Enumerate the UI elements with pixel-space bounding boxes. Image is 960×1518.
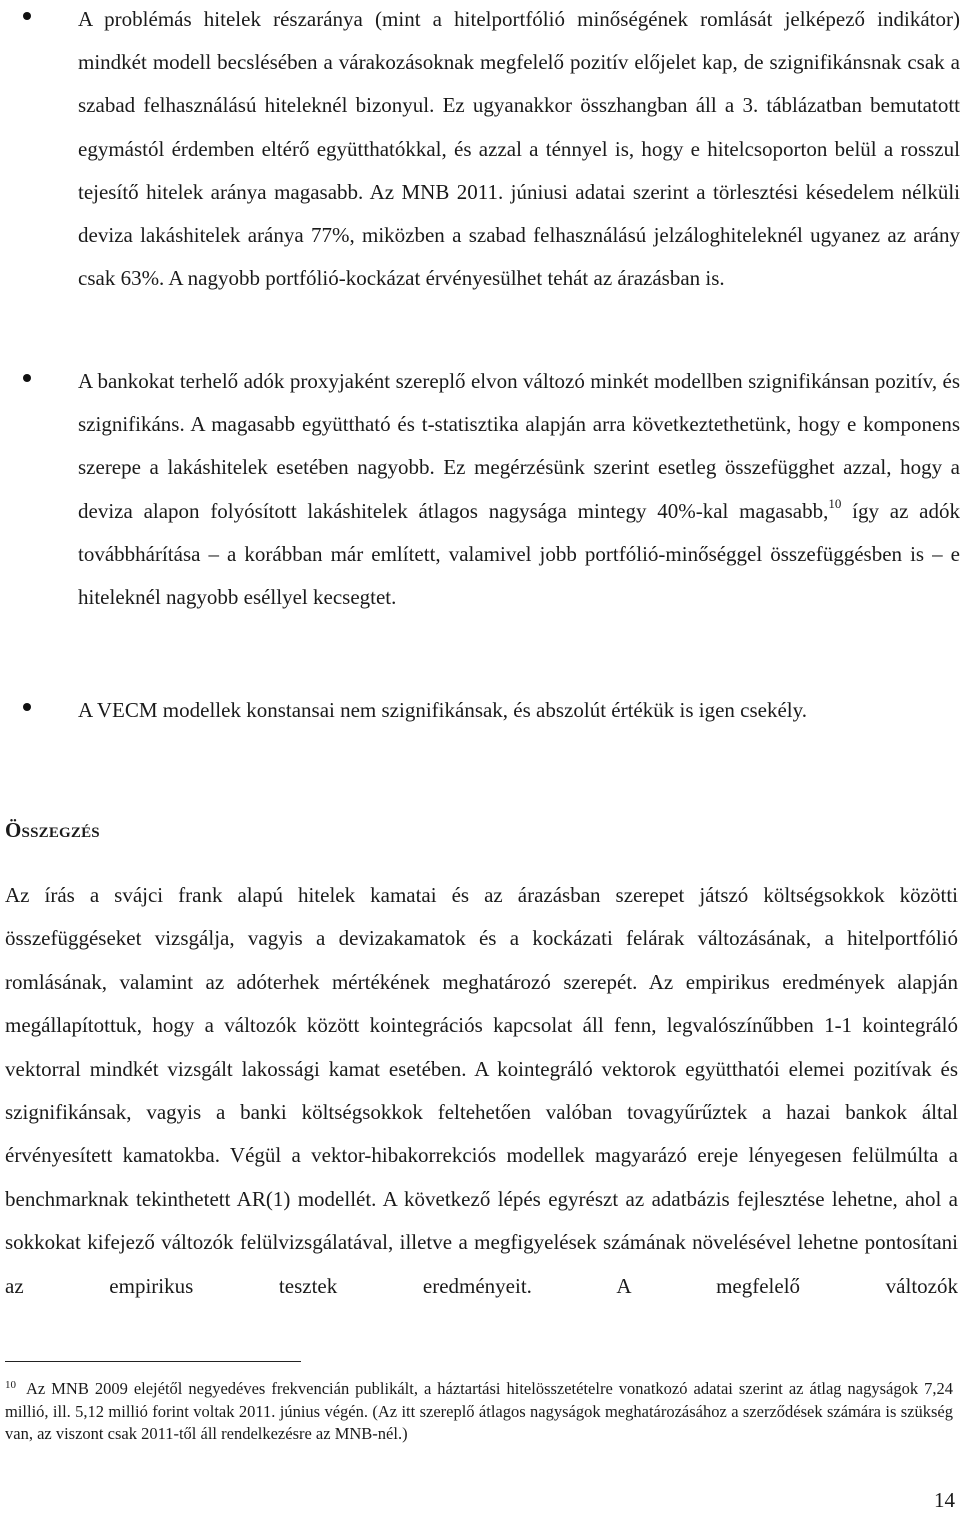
page-number: 14: [934, 1488, 955, 1512]
bullet-text-before-ref: A bankokat terhelő adók proxyjaként szereplő elvon változó minkét modellben szignifikánsan pozitív, és szignifikáns. A magasabb együttható és t-statisztika alapján arra következtethetünk, hogy e komponens szerepe a lakáshitelek esetében nagyobb. Ez megérzésünk szerint esetleg összefügghet azzal, hogy a deviza alapon folyósított lakáshitelek átlagos nagysága mintegy 40%-kal magasabb,: [78, 369, 960, 523]
bullet-text: A problémás hitelek részaránya (mint a hitelportfólió minőségének romlását jelképező indikátor) mindkét modell becslésében a várakozásoknak megfelelő pozitív előjelet kap, de szignifikánsnak csak a szabad felhasználású hiteleknél bizonyul. Ez ugyanakkor összhangban áll a 3. táblázatban bemutatott egymástól érdemben eltérő együtthatókkal, és azzal a ténnyel is, hogy e hitelcsoporton belül a rosszul tejesítő hitelek aránya magasabb. Az MNB 2011. júniusi adatai szerint a törlesztési késedelem nélküli deviza lakáshitelek aránya 77%, miközben a szabad felhasználású jelzáloghiteleknél ugyanez az arány csak 63%. A nagyobb portfólió-kockázat érvényesülhet tehát az árazásban is.: [78, 7, 960, 291]
bullet-dot-icon: [23, 374, 31, 382]
footnote-divider: [5, 1361, 301, 1362]
bullet-dot-icon: [23, 703, 31, 711]
bullet-dot-icon: [23, 12, 31, 20]
bullet-item-vecm-constants: [0, 689, 960, 732]
footnote: [5, 1374, 953, 1446]
bullet-text-after-ref: így az adók továbbhárítása – a korábban már említett, valamivel jobb portfólió-minőséggel összefüggésben is – e hiteleknél nagyobb eséllyel kecsegtet.: [78, 498, 960, 610]
footnote-reference[interactable]: 10: [828, 495, 842, 511]
bullet-item-problem-loans: [0, 0, 960, 300]
footnote-marker: 10: [5, 1379, 16, 1391]
bullet-item-bank-taxes: [0, 360, 960, 619]
footnote-text: Az MNB 2009 elejétől negyedéves frekvencián publikált, a háztartási hitelösszetételre vonatkozó adatai szerint az átlag nagyságok 7,24 millió, ill. 5,12 millió forint voltak 2011. június végén. (Az itt szereplő átlagos nagyságok meghatározásához a szerződések számára is szükség van, az viszont csak 2011-től áll rendelkezésre az MNB-nél.): [5, 1379, 953, 1444]
bullet-text: A VECM modellek konstansai nem szignifikánsak, és abszolút értékük is igen csekély.: [78, 698, 808, 722]
summary-paragraph: Az írás a svájci frank alapú hitelek kamatai és az árazásban szerepet játszó költségsokkok közötti összefüggéseket vizsgálja, vagyis a devizakamatok és a kockázati felárak változásának, a hitelportfólió romlásának, valamint az adóterhek mértékének meghatározó szerepét. Az empirikus eredmények alapján megállapítottuk, hogy a változók között kointegrációs kapcsolat áll fenn, legvalószínűbben 1-1 kointegráló vektorral mindkét vizsgált lakossági kamat esetében. A kointegráló vektorok együtthatói elemei pozitívak és szignifikánsak, vagyis a banki költségsokkok feltehetően valóban tovagyűrűztek a hazai bankok által érvényesített kamatokba. Végül a vektor-hibakorrekciós modellek magyarázó ereje lényegesen felülmúlta a benchmarknak tekinthetett AR(1) modellét. A következő lépés egyrészt az adatbázis fejlesztése lehetne, ahol a sokkokat kifejező változók felülvizsgálatával, illetve a megfigyelések számának növelésével lehetne pontosítani az empirikus tesztek eredményeit. A megfelelő változók: [5, 883, 958, 1298]
section-heading-summary: Összegzés: [5, 818, 100, 842]
